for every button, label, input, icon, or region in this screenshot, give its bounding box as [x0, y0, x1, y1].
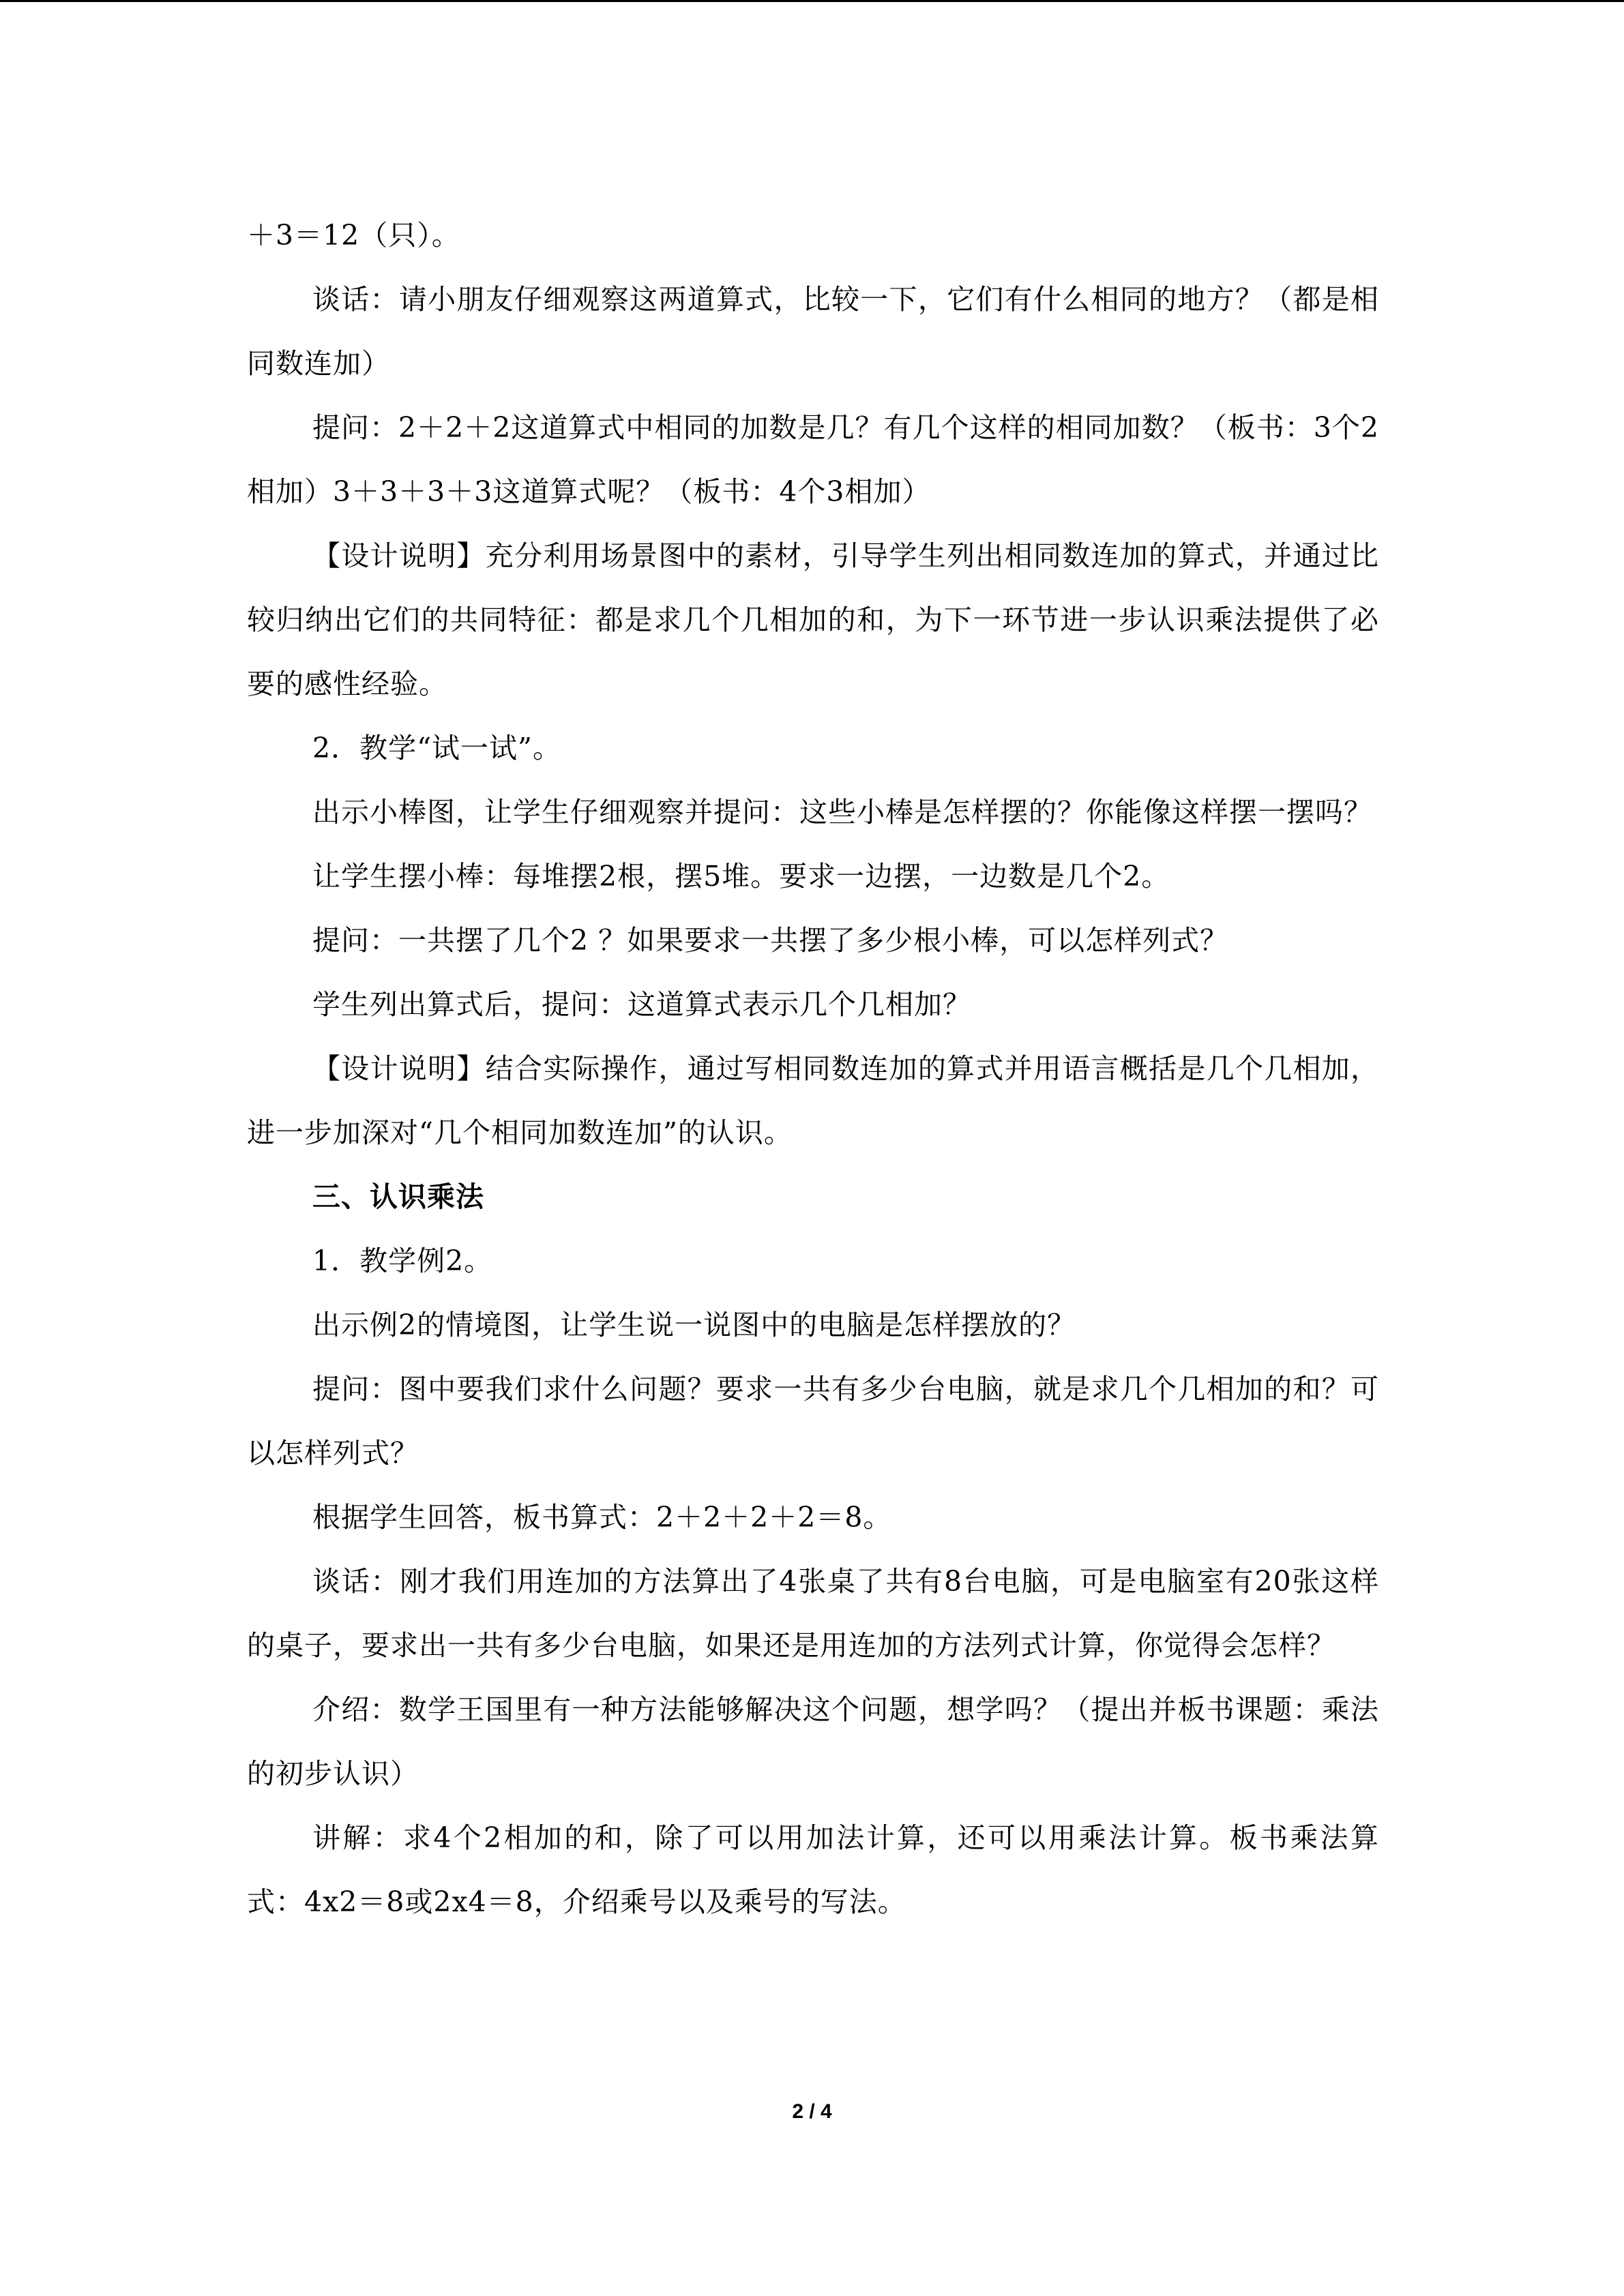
paragraph-show-example-2: 出示例2的情境图，让学生说一说图中的电脑是怎样摆放的？	[312, 1309, 1076, 1341]
paragraph-design-note-1: 【设计说明】充分利用场景图中的素材，引导学生列出相同数连加的算式，并通过比较归纳出它们的共同特征：都是求几个几相加的和，为下一环节进一步认识乘法提供了必要的感性经验。	[247, 539, 1379, 700]
document-body	[247, 203, 1379, 1934]
paragraph-arrange-sticks: 让学生摆小棒：每堆摆2根，摆5堆。要求一边摆，一边数是几个2。	[312, 860, 1170, 893]
paragraph-try-it-heading: 2．教学“试一试”。	[312, 732, 562, 764]
paragraph-show-sticks: 出示小棒图，让学生仔细观察并提问：这些小棒是怎样摆的？你能像这样摆一摆吗？	[312, 796, 1372, 829]
page-number: 2 / 4	[792, 2100, 832, 2123]
paragraph-design-note-2: 【设计说明】结合实际操作，通过写相同数连加的算式并用语言概括是几个几相加，进一步加深对“几个相同加数连加”的认识。	[247, 1052, 1379, 1149]
paragraph-talk-compare: 谈话：请小朋友仔细观察这两道算式，比较一下，它们有什么相同的地方？（都是相同数连加）	[247, 283, 1379, 380]
paragraph-question-computers: 提问：图中要我们求什么问题？要求一共有多少台电脑，就是求几个几相加的和？可以怎样列式？	[247, 1373, 1379, 1470]
paragraph-example-2-heading: 1．教学例2。	[312, 1244, 493, 1277]
paragraph-talk-20-tables: 谈话：刚才我们用连加的方法算出了4张桌了共有8台电脑，可是电脑室有20张这样的桌子，要求出一共有多少台电脑，如果还是用连加的方法列式计算，你觉得会怎样？	[247, 1565, 1379, 1662]
paragraph-question-sticks: 提问：一共摆了几个2 ？如果要求一共摆了多少根小棒，可以怎样列式？	[312, 924, 1229, 957]
paragraph-student-formula: 学生列出算式后，提问：这道算式表示几个几相加？	[312, 988, 971, 1021]
section-heading-multiplication: 三、认识乘法	[312, 1180, 484, 1213]
page-top-border	[0, 0, 1624, 2]
paragraph-question-addends: 提问：2＋2＋2这道算式中相同的加数是几？有几个这样的相同加数？（板书：3个2相加）3＋3＋3＋3这道算式呢？（板书：4个3相加）	[247, 411, 1379, 508]
paragraph-introduce-topic: 介绍：数学王国里有一种方法能够解决这个问题，想学吗？（提出并板书课题：乘法的初步认识）	[247, 1693, 1379, 1790]
paragraph-continuation: ＋3＝12（只）。	[247, 219, 460, 252]
paragraph-explain-multiplication: 讲解：求4个2相加的和，除了可以用加法计算，还可以用乘法计算。板书乘法算式：4x2＝8或2x4＝8，介绍乘号以及乘号的写法。	[247, 1821, 1379, 1918]
paragraph-board-formula: 根据学生回答，板书算式：2＋2＋2＋2＝8。	[312, 1501, 892, 1534]
